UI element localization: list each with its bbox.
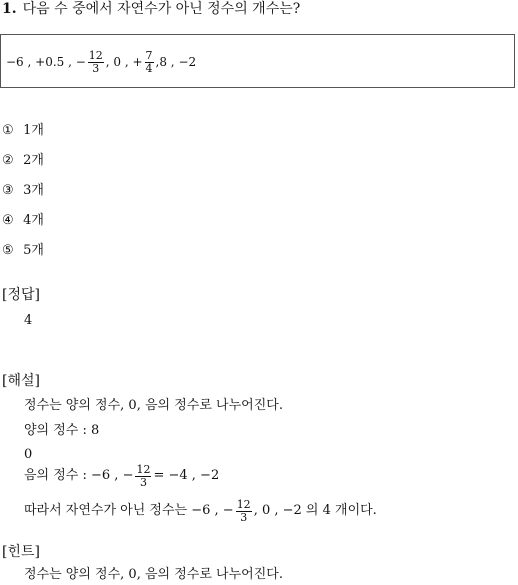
option-1[interactable]: ① 1개 [2, 123, 44, 138]
expr-part-1: −6 , +0.5 , − [6, 55, 86, 69]
answer-value: 4 [24, 313, 33, 328]
expr-part-3: ,8 , −2 [155, 55, 197, 69]
question [2, 0, 300, 18]
explanation-line-3: 0 [24, 447, 33, 462]
answer-heading: [정답] [2, 287, 40, 303]
fraction-12-3: $\frac{12}{3}$ [236, 497, 251, 524]
option-5[interactable]: ⑤ 5개 [2, 243, 44, 258]
option-2[interactable]: ② 2개 [2, 153, 44, 168]
hint-heading: [힌트] [2, 544, 40, 560]
explanation-line-2: 양의 정수 : 8 [24, 423, 100, 438]
question-number: 1. [2, 1, 17, 17]
explanation-line-4: 음의 정수 : −6 , − $\frac{12}{3}$ = −4 , −2 [24, 462, 220, 489]
explanation-line-5: 따라서 자연수가 아닌 정수는 −6 , − $\frac{12}{3}$ , 0 , −2 의 4 개이다. [24, 497, 377, 524]
option-3[interactable]: ③ 3개 [2, 183, 44, 198]
expression [6, 45, 196, 79]
explanation-line-1: 정수는 양의 정수, 0, 음의 정수로 나누어진다. [24, 398, 283, 413]
fraction-12-3: $\frac{12}{3}$ [136, 462, 151, 489]
question-text: 다음 수 중에서 자연수가 아닌 정수의 개수는? [22, 1, 301, 17]
fraction-7-4: $\frac{7}{4}$ [145, 48, 153, 75]
hint-text: 정수는 양의 정수, 0, 음의 정수로 나누어진다. [24, 567, 283, 582]
expr-part-2: , 0 , + [105, 55, 143, 69]
expression-box [0, 34, 515, 88]
explanation-heading: [해설] [2, 373, 40, 389]
fraction-12-3: $\frac{12}{3}$ [88, 48, 103, 75]
option-4[interactable]: ④ 4개 [2, 213, 44, 228]
